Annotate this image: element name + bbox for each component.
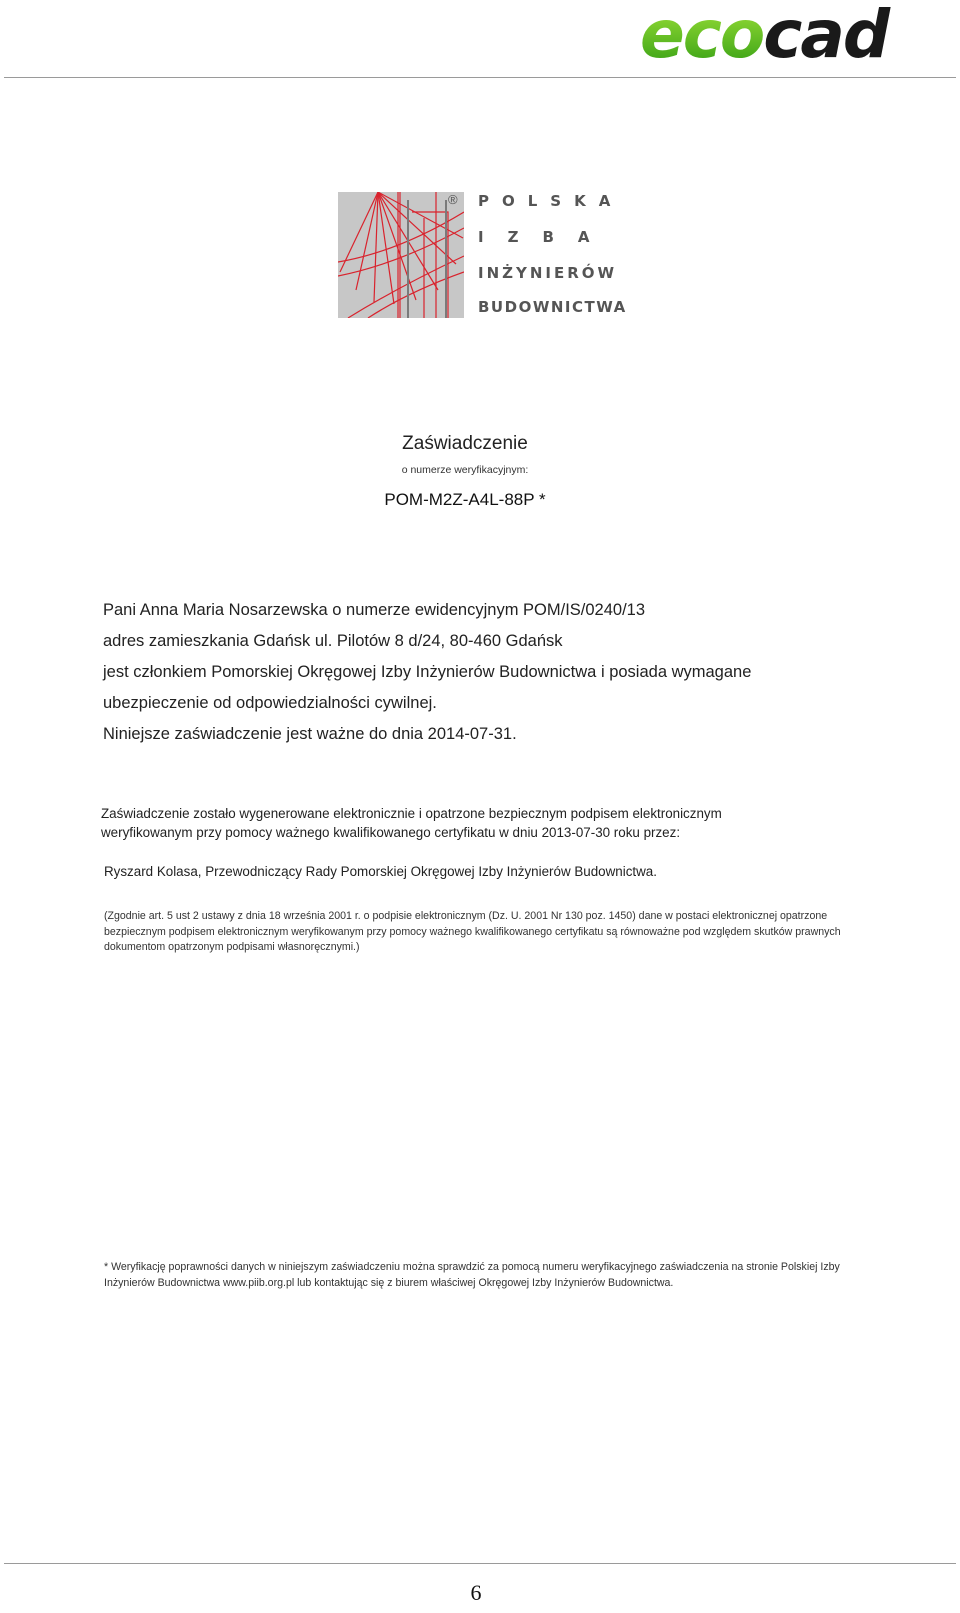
header-divider bbox=[4, 77, 956, 78]
body-line-3: jest członkiem Pomorskiej Okręgowej Izby Inżynierów Budownictwa i posiada wymagane bbox=[103, 663, 752, 681]
org-line-izba: IZBA bbox=[478, 228, 614, 246]
ecocad-logo bbox=[640, 2, 940, 67]
certificate-subtitle: o numerze weryfikacyjnym: bbox=[401, 464, 529, 476]
org-line-inzynierow: INŻYNIERÓW bbox=[478, 264, 618, 282]
piib-emblem bbox=[338, 192, 464, 318]
org-line-polska: POLSKA bbox=[478, 192, 624, 210]
logo-cad-text: cad bbox=[763, 2, 889, 67]
footnote: * Weryfikację poprawności danych w niniejszym zaświadczeniu można sprawdzić za pomocą numeru weryfikacyjnego zaświadczenia na stronie Polskiej Izby Inżynierów Budownictwa www.piib.org.pl lub kontaktując się z biurem właściwej Okręgowej Izby Inżynierów Budownictwa. bbox=[104, 1261, 840, 1289]
signature-line-2: weryfikowanym przy pomocy ważnego kwalifikowanego certyfikatu w dniu 2013-07-30 roku przez: bbox=[101, 825, 681, 840]
verification-code: POM-M2Z-A4L-88P * bbox=[384, 490, 546, 509]
signer-line: Ryszard Kolasa, Przewodniczący Rady Pomorskiej Okręgowej Izby Inżynierów Budownictwa. bbox=[104, 864, 657, 879]
certificate-title: Zaświadczenie bbox=[402, 433, 528, 454]
registered-mark: ® bbox=[448, 192, 458, 207]
body-line-4: ubezpieczenie od odpowiedzialności cywilnej. bbox=[103, 694, 437, 712]
footer-divider bbox=[4, 1563, 956, 1564]
logo-eco-text: eco bbox=[640, 2, 764, 67]
svg-text:ecocad bbox=[640, 2, 891, 67]
body-line-5: Niniejsze zaświadczenie jest ważne do dnia 2014-07-31. bbox=[103, 725, 517, 743]
legal-note: (Zgodnie art. 5 ust 2 ustawy z dnia 18 września 2001 r. o podpisie elektronicznym (Dz. U. 2001 Nr 130 poz. 1450) dane w postaci elektronicznej opatrzone bezpiecznym podpisem elektronicznym weryfikowanym przy pomocy ważnego kwalifikowanego certyfikatu są równoważne pod względem skutków prawnych dokumentom opatrzonym podpisami własnoręcznymi.) bbox=[104, 910, 841, 953]
org-line-budownictwa: BUDOWNICTWA bbox=[478, 298, 627, 316]
signature-line-1: Zaświadczenie zostało wygenerowane elektronicznie i opatrzone bezpiecznym podpisem elektronicznym bbox=[101, 806, 722, 821]
bridge-drawing-icon bbox=[338, 192, 464, 318]
page-number: 6 bbox=[470, 1580, 482, 1605]
body-line-1: Pani Anna Maria Nosarzewska o numerze ewidencyjnym POM/IS/0240/13 bbox=[103, 601, 646, 619]
body-line-2: adres zamieszkania Gdańsk ul. Pilotów 8 d/24, 80-460 Gdańsk bbox=[103, 632, 563, 650]
